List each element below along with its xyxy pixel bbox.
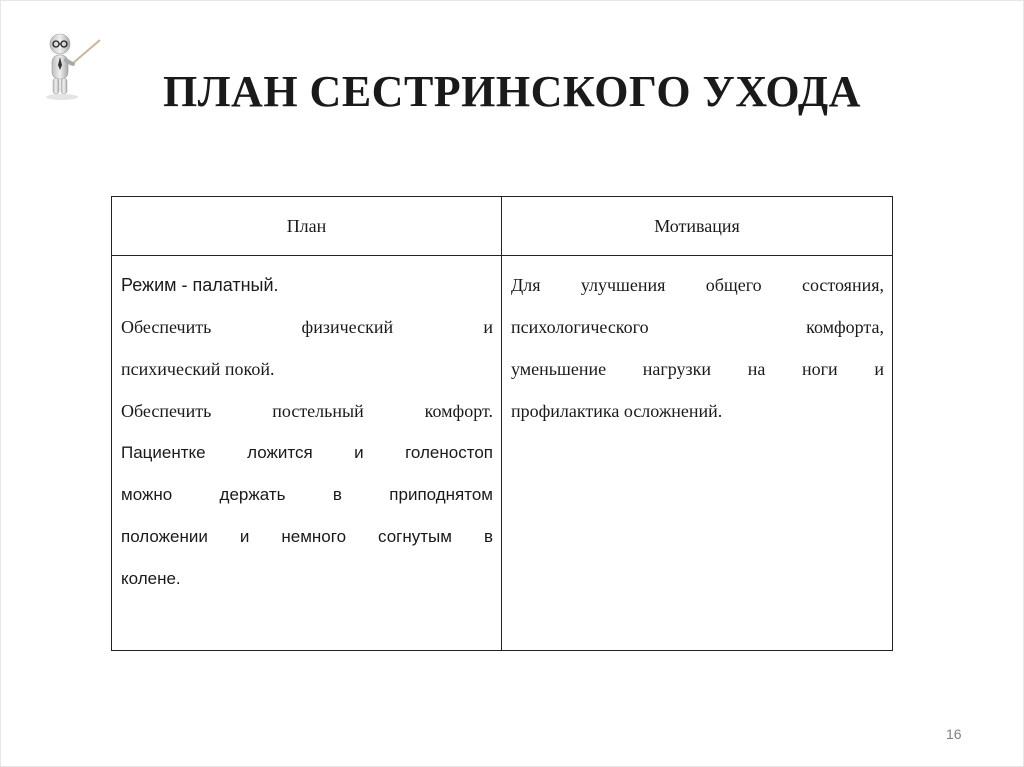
motivation-line: профилактика осложнений. (511, 401, 723, 421)
motivation-text (511, 264, 884, 432)
motivation-cell (502, 256, 893, 651)
plan-line: колене. (121, 569, 181, 588)
motivation-line: психологического комфорта, (511, 317, 884, 337)
page-number: 16 (946, 726, 962, 742)
header-plan: План (112, 197, 502, 256)
table-header-row (112, 197, 893, 256)
motivation-line: Для улучшения общего состояния, (511, 275, 884, 295)
plan-line: положении и немного согнутым в (121, 527, 493, 546)
plan-line: можно держать в приподнятом (121, 485, 493, 504)
header-motivation: Мотивация (502, 197, 893, 256)
plan-text (121, 264, 493, 600)
slide-title: ПЛАН СЕСТРИНСКОГО УХОДА (163, 67, 861, 116)
plan-line: Обеспечить физический и (121, 317, 493, 337)
motivation-line: уменьшение нагрузки на ноги и (511, 359, 884, 379)
table-row (112, 256, 893, 651)
plan-line: Режим - палатный. (121, 275, 279, 295)
plan-cell (112, 256, 502, 651)
plan-line: Пациентке ложится и голеностоп (121, 443, 493, 462)
care-plan-table (111, 196, 893, 651)
plan-line: психический покой. (121, 359, 275, 379)
plan-line: Обеспечить постельный комфорт. (121, 401, 493, 421)
